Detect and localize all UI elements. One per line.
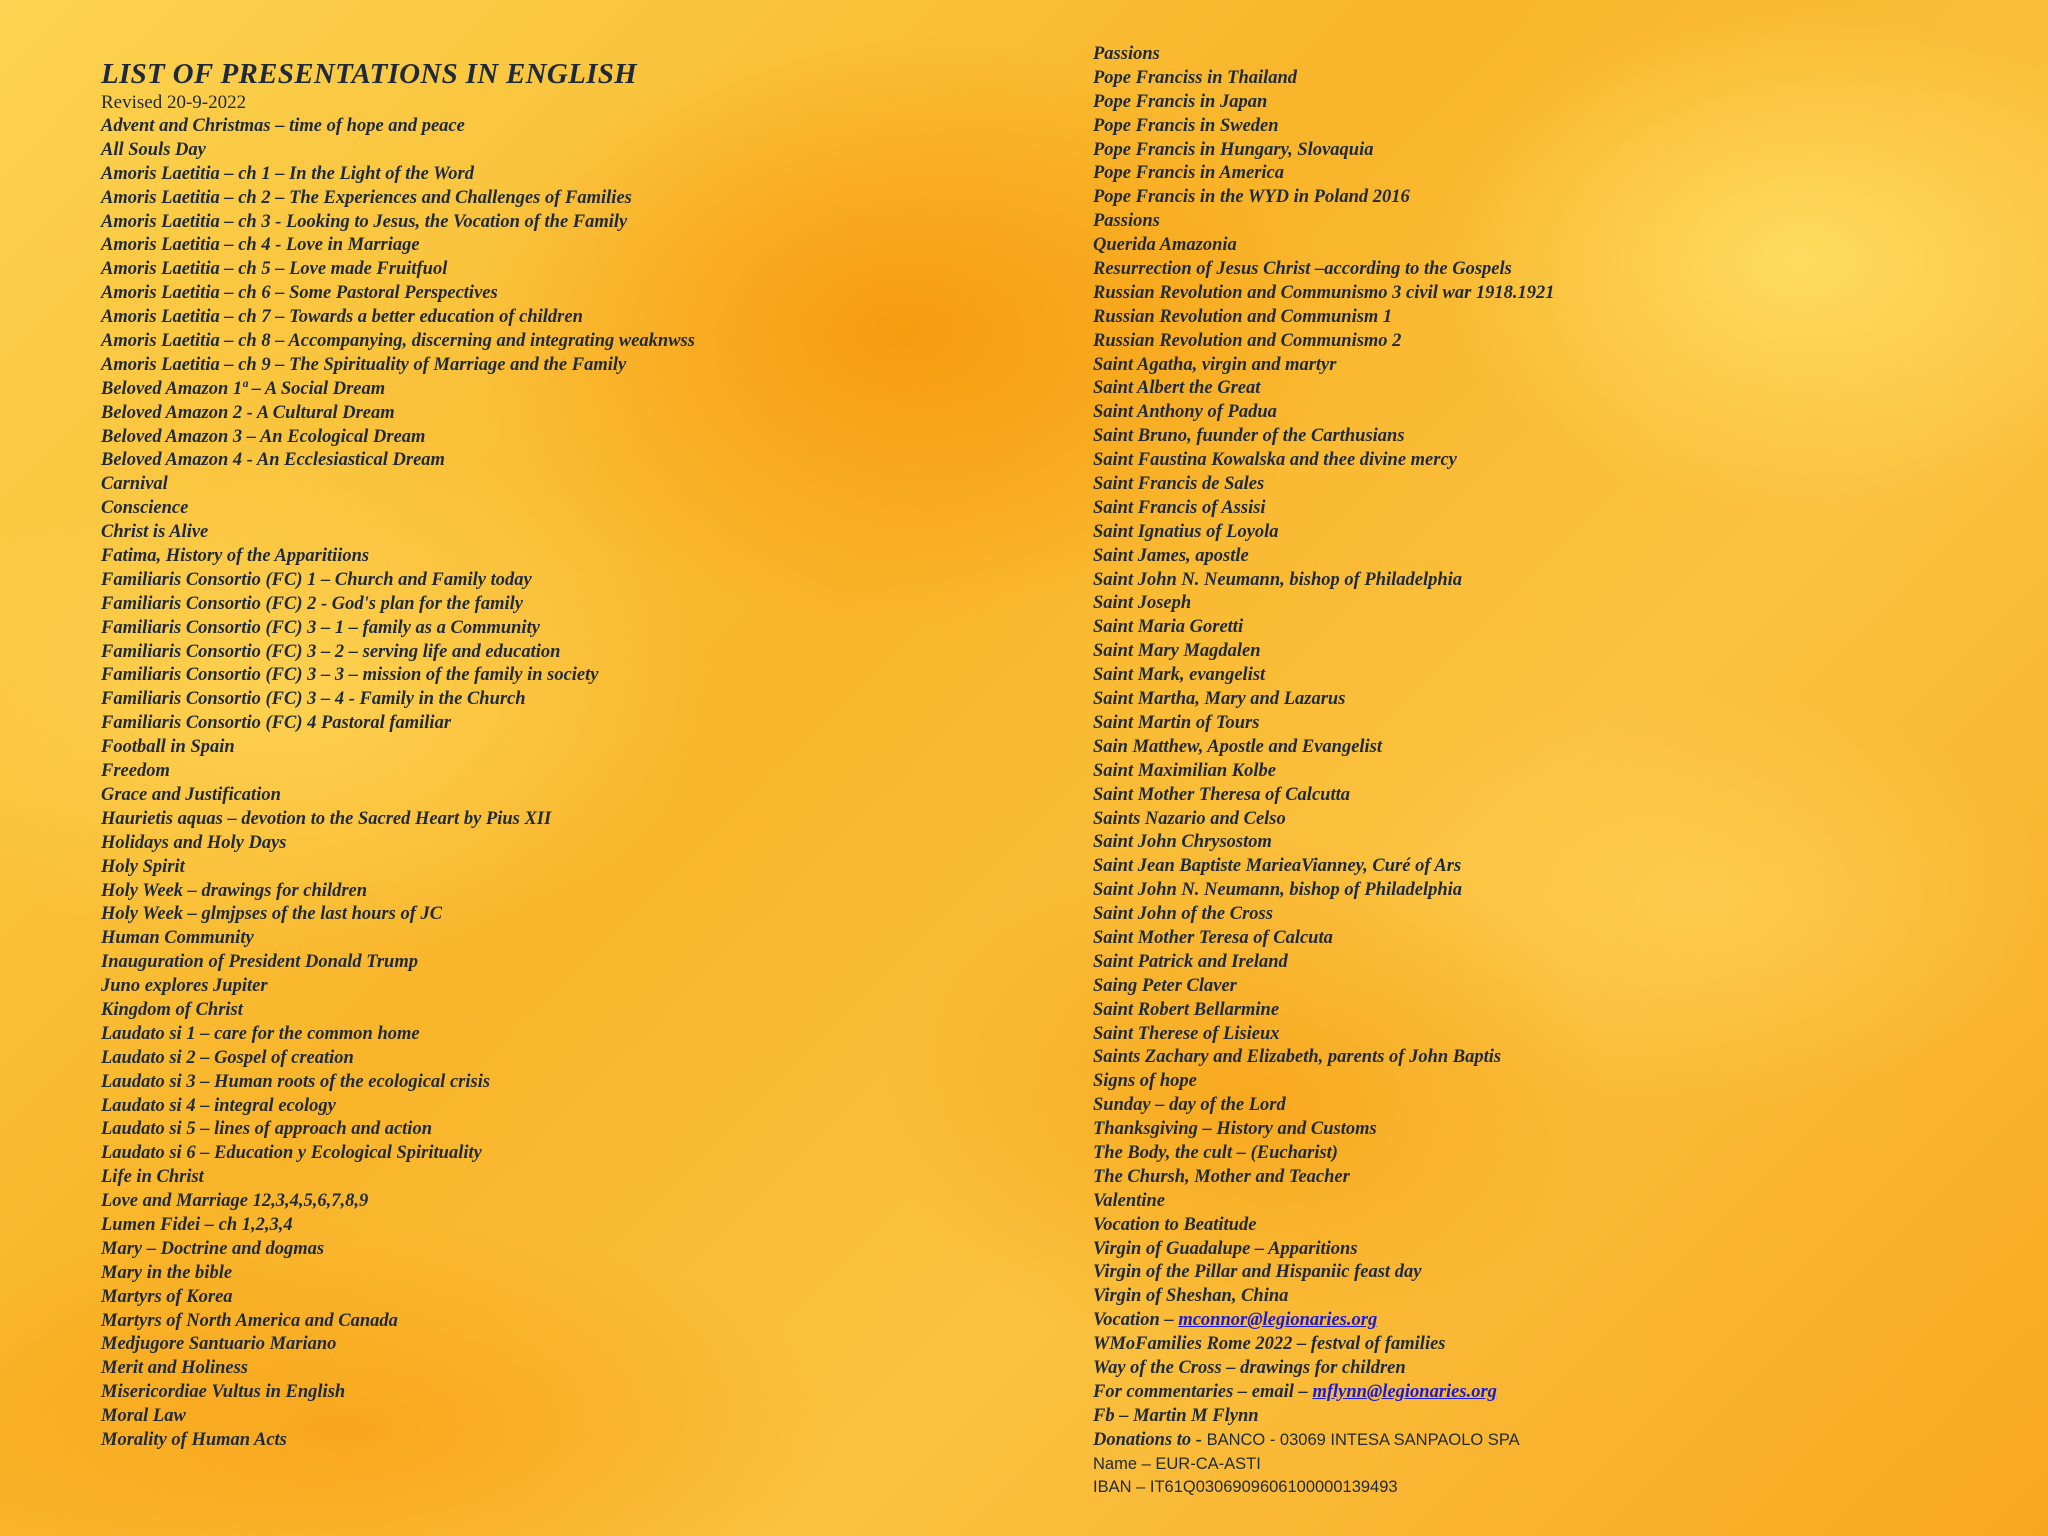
presentation-item: Saint Mother Theresa of Calcutta	[1093, 784, 1350, 805]
presentation-item: Lumen Fidei – ch 1,2,3,4	[101, 1214, 293, 1235]
account-name-line: Name – EUR-CA-ASTI	[1093, 1454, 1261, 1473]
presentation-item: Kingdom of Christ	[101, 999, 243, 1020]
presentation-item: Juno explores Jupiter	[101, 976, 268, 997]
presentation-item: Laudato si 4 – integral ecology	[101, 1095, 336, 1116]
presentation-item: Laudato si 6 – Education y Ecological Spirituality	[101, 1143, 482, 1164]
presentation-item: Haurietis aquas – devotion to the Sacred Heart by Pius XII	[101, 808, 552, 829]
donations-bank: BANCO - 03069 INTESA SANPAOLO SPA	[1206, 1430, 1520, 1449]
presentation-item: Saing Peter Claver	[1093, 975, 1237, 996]
presentation-item: Laudato si 3 – Human roots of the ecological crisis	[101, 1071, 491, 1092]
presentation-item: The Body, the cult – (Eucharist)	[1093, 1142, 1338, 1163]
presentation-item: Holidays and Holy Days	[101, 832, 287, 853]
presentation-item: Familiaris Consortio (FC) 4 Pastoral familiar	[101, 713, 452, 734]
presentation-item: Laudato si 2 – Gospel of creation	[101, 1047, 354, 1068]
presentation-item: Human Community	[101, 928, 254, 949]
presentation-item: Beloved Amazon 4 - An Ecclesiastical Dream	[101, 450, 445, 471]
presentation-item: Laudato si 1 – care for the common home	[101, 1023, 420, 1044]
presentation-item: Saint Martin of Tours	[1093, 712, 1260, 733]
commentaries-label: For commentaries – email –	[1093, 1381, 1313, 1402]
presentation-item: Resurrection of Jesus Christ –according to the Gospels	[1093, 259, 1512, 280]
presentation-item: Beloved Amazon 3 – An Ecological Dream	[101, 426, 426, 447]
presentation-item: Inauguration of President Donald Trump	[101, 952, 418, 973]
presentation-item: Saint Francis of Assisi	[1093, 497, 1266, 518]
presentation-item: Saint John Chrysostom	[1093, 832, 1272, 853]
presentation-item: Russian Revolution and Communismo 3 civil war 1918.1921	[1093, 282, 1555, 303]
document-title: LIST OF PRESENTATIONS IN ENGLISH	[101, 58, 638, 90]
presentation-item: Amoris Laetitia – ch 8 – Accompanying, discerning and integrating weaknwss	[101, 331, 695, 352]
presentation-list-left	[101, 115, 695, 1453]
presentation-item: Saint Francis de Sales	[1093, 474, 1265, 495]
presentation-item: Pope Francis in Sweden	[1093, 115, 1279, 136]
presentation-item: Amoris Laetitia – ch 9 – The Spirituality of Marriage and the Family	[101, 354, 627, 375]
revised-date: Revised 20-9-2022	[101, 92, 247, 113]
presentation-item: Saint John N. Neumann, bishop of Philadelphia	[1093, 880, 1463, 901]
presentation-item: Martyrs of Korea	[101, 1286, 233, 1307]
presentation-item: Christ is Alive	[101, 522, 209, 543]
presentation-item: Saint John of the Cross	[1093, 904, 1273, 925]
presentation-item: Signs of hope	[1093, 1071, 1197, 1092]
presentation-item: Valentine	[1093, 1190, 1165, 1211]
presentation-item: Vocation to Beatitude	[1093, 1214, 1257, 1235]
presentation-item: Familiaris Consortio (FC) 3 – 2 – serving life and education	[101, 641, 561, 662]
presentation-item: Fatima, History of the Apparitiions	[101, 546, 370, 567]
presentation-item: Saint Faustina Kowalska and thee divine mercy	[1093, 450, 1457, 471]
presentation-item: Carnival	[101, 474, 168, 495]
presentation-item: Saint Martha, Mary and Lazarus	[1093, 689, 1346, 710]
presentation-item: Life in Christ	[101, 1167, 204, 1188]
presentation-item: Merit and Holiness	[101, 1358, 248, 1379]
presentation-item: Thanksgiving – History and Customs	[1093, 1119, 1377, 1140]
presentation-item: Saint Patrick and Ireland	[1093, 951, 1288, 972]
presentation-item: Saint Agatha, virgin and martyr	[1093, 354, 1337, 375]
presentation-item: Virgin of the Pillar and Hispaniic feast day	[1093, 1262, 1422, 1283]
presentation-item: Saint Ignatius of Loyola	[1093, 521, 1279, 542]
presentation-item: Familiaris Consortio (FC) 1 – Church and Family today	[101, 569, 532, 590]
presentation-item: Saint Anthony of Padua	[1093, 402, 1277, 423]
presentation-item: Mary in the bible	[101, 1262, 233, 1283]
donations-label: Donations to -	[1093, 1429, 1207, 1450]
presentation-item: Saint Maximilian Kolbe	[1093, 760, 1276, 781]
donations-line	[1093, 1429, 1555, 1453]
presentation-item: Familiaris Consortio (FC) 2 - God's plan for the family	[101, 593, 523, 614]
presentation-item: Morality of Human Acts	[101, 1429, 287, 1450]
presentation-item: Holy Week – drawings for children	[101, 880, 368, 901]
facebook-line: Fb – Martin M Flynn	[1093, 1405, 1259, 1426]
presentation-item: Saint Robert Bellarmine	[1093, 999, 1280, 1020]
presentation-item: Mary – Doctrine and dogmas	[101, 1238, 325, 1259]
presentation-item: Saint Jean Baptiste MarieaVianney, Curé of Ars	[1093, 856, 1462, 877]
commentaries-email-link[interactable]: mflynn@legionaries.org	[1312, 1381, 1497, 1402]
presentation-item: All Souls Day	[101, 139, 206, 160]
presentation-item: Familiaris Consortio (FC) 3 – 4 - Family in the Church	[101, 689, 526, 710]
presentation-item: Saint Maria Goretti	[1093, 617, 1244, 638]
presentation-item: Grace and Justification	[101, 784, 281, 805]
presentation-item: Football in Spain	[101, 737, 235, 758]
presentation-item: Virgin of Sheshan, China	[1093, 1286, 1289, 1307]
presentation-item: Advent and Christmas – time of hope and peace	[101, 116, 465, 136]
presentation-item: Pope Francis in Hungary, Slovaquia	[1093, 139, 1374, 160]
presentation-item: Passions	[1093, 44, 1160, 64]
presentation-item: Saint John N. Neumann, bishop of Philadelphia	[1093, 569, 1463, 590]
way-of-cross-line: Way of the Cross – drawings for children	[1093, 1357, 1406, 1378]
presentation-item: Saint Mary Magdalen	[1093, 641, 1261, 662]
presentation-item: Saint Albert the Great	[1093, 378, 1261, 399]
presentation-item: Pope Francis in America	[1093, 163, 1284, 184]
presentation-item: Familiaris Consortio (FC) 3 – 1 – family as a Community	[101, 617, 540, 638]
commentaries-line	[1093, 1381, 1555, 1405]
presentation-item: Sain Matthew, Apostle and Evangelist	[1093, 736, 1383, 757]
presentation-item: Freedom	[101, 761, 170, 782]
presentation-item: Russian Revolution and Communism 1	[1093, 306, 1393, 327]
presentation-item: Russian Revolution and Communismo 2	[1093, 330, 1402, 351]
presentation-list-right	[1093, 43, 1555, 1500]
vocation-email-link[interactable]: mconnor@legionaries.org	[1178, 1310, 1378, 1331]
presentation-item: Amoris Laetitia – ch 4 - Love in Marriage	[101, 235, 420, 256]
presentation-item: Saint Mother Teresa of Calcuta	[1093, 927, 1333, 948]
presentation-item: Amoris Laetitia – ch 6 – Some Pastoral Perspectives	[101, 283, 498, 304]
presentation-item: The Chursh, Mother and Teacher	[1093, 1166, 1350, 1187]
presentation-item: Medjugore Santuario Mariano	[101, 1334, 337, 1355]
presentation-item: Laudato si 5 – lines of approach and action	[101, 1119, 432, 1140]
vocation-label: Vocation –	[1093, 1310, 1179, 1331]
presentation-item: Moral Law	[101, 1406, 186, 1427]
presentation-item: Saint Joseph	[1093, 593, 1192, 614]
presentation-item: Saint James, apostle	[1093, 545, 1249, 566]
presentation-item: Sunday – day of the Lord	[1093, 1095, 1286, 1116]
presentation-item: Amoris Laetitia – ch 7 – Towards a better education of children	[101, 307, 583, 328]
presentation-item: Beloved Amazon 2 - A Cultural Dream	[101, 402, 395, 423]
presentation-item: Martyrs of North America and Canada	[101, 1310, 398, 1331]
presentation-item: Saint Therese of Lisieux	[1093, 1023, 1280, 1044]
presentation-item: Amoris Laetitia – ch 3 - Looking to Jesus, the Vocation of the Family	[101, 211, 628, 232]
presentation-item: Beloved Amazon 1ª – A Social Dream	[101, 378, 386, 399]
presentation-item: Querida Amazonia	[1093, 235, 1237, 256]
presentation-item: Passions	[1093, 211, 1160, 232]
presentation-item: Amoris Laetitia – ch 5 – Love made Fruitfuol	[101, 259, 448, 280]
presentation-item: Saints Nazario and Celso	[1093, 808, 1286, 829]
presentation-item: Misericordiae Vultus in English	[101, 1382, 346, 1403]
wmofamilies-line: WMoFamilies Rome 2022 – festval of families	[1093, 1334, 1446, 1355]
presentation-item: Virgin of Guadalupe – Apparitions	[1093, 1238, 1358, 1259]
presentation-item: Amoris Laetitia – ch 1 – In the Light of the Word	[101, 163, 474, 184]
presentation-item: Pope Francis in the WYD in Poland 2016	[1093, 187, 1410, 208]
presentation-item: Pope Franciss in Thailand	[1093, 67, 1298, 88]
presentation-item: Saint Bruno, fuunder of the Carthusians	[1093, 426, 1405, 447]
presentation-item: Amoris Laetitia – ch 2 – The Experiences and Challenges of Families	[101, 187, 632, 208]
presentation-item: Familiaris Consortio (FC) 3 – 3 – mission of the family in society	[101, 665, 599, 686]
presentation-item: Holy Week – glmjpses of the last hours of JC	[101, 904, 443, 925]
presentation-item: Holy Spirit	[101, 856, 185, 877]
iban-line: IBAN – IT61Q0306909606100000139493	[1093, 1478, 1398, 1497]
vocation-line	[1093, 1309, 1555, 1333]
presentation-item: Pope Francis in Japan	[1093, 91, 1268, 112]
presentation-item: Saints Zachary and Elizabeth, parents of John Baptis	[1093, 1047, 1502, 1068]
presentation-item: Love and Marriage 12,3,4,5,6,7,8,9	[101, 1191, 369, 1212]
presentation-item: Saint Mark, evangelist	[1093, 665, 1266, 686]
presentation-item: Conscience	[101, 498, 189, 519]
